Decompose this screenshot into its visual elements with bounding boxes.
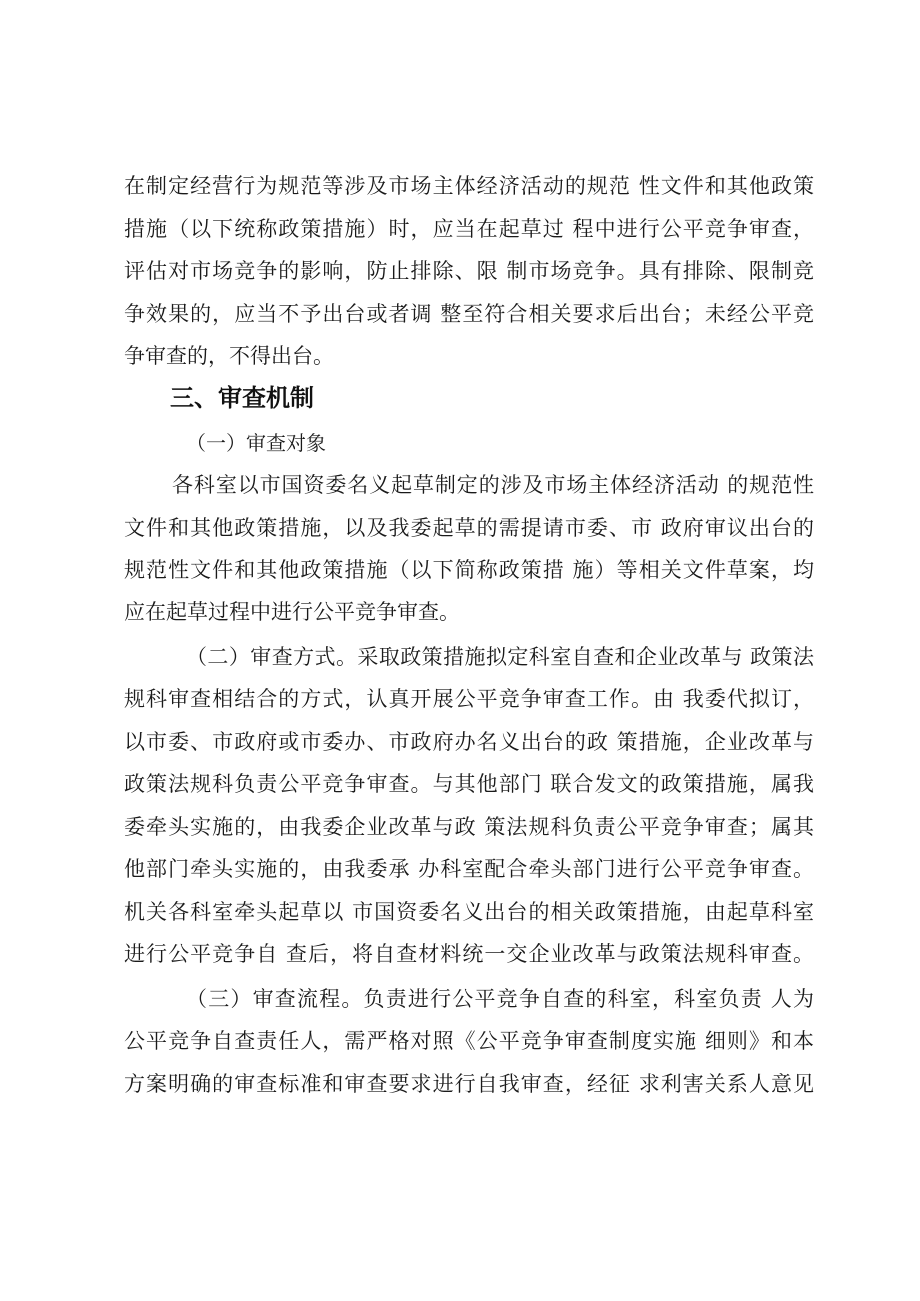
subsection-heading: （一）审查对象 [186, 431, 326, 455]
paragraph-line: 公平竞争自查责任人，需严格对照《公平竞争审查制度实施 细则》和本 [124, 1029, 814, 1053]
paragraph-line: （三）审查流程。负责进行公平竞争自查的科室，科室负责 人为 [186, 987, 814, 1011]
paragraph-line: 应在起草过程中进行公平竞争审查。 [124, 600, 460, 624]
paragraph-line: 在制定经营行为规范等涉及市场主体经济活动的规范 性文件和其他政策 [124, 174, 814, 198]
paragraph-line: 进行公平竞争自 查后，将自查材料统一交企业改革与政策法规科审查。 [124, 942, 814, 966]
paragraph-line: 评估对市场竞争的影响，防止排除、限 制市场竞争。具有排除、限制竞 [124, 259, 814, 283]
paragraph-line: 方案明确的审查标准和审查要求进行自我审查，经征 求利害关系人意见 [124, 1072, 814, 1096]
paragraph-line: 规科审查相结合的方式，认真开展公平竞争审查工作。由 我委代拟订， [124, 687, 814, 711]
paragraph-line: 争效果的，应当不予出台或者调 整至符合相关要求后出台；未经公平竞 [124, 302, 814, 326]
section-heading: 三、审查机制 [170, 384, 314, 412]
paragraph-line: 规范性文件和其他政策措施（以下简称政策措 施）等相关文件草案，均 [124, 558, 814, 582]
paragraph-line: 以市委、市政府或市委办、市政府办名义出台的政 策措施，企业改革与 [124, 730, 814, 754]
paragraph-line: 委牵头实施的，由我委企业改革与政 策法规科负责公平竞争审查；属其 [124, 815, 814, 839]
paragraph-line: 机关各科室牵头起草以 市国资委名义出台的相关政策措施，由起草科室 [124, 900, 814, 924]
paragraph-line: 政策法规科负责公平竞争审查。与其他部门 联合发文的政策措施，属我 [124, 772, 814, 796]
paragraph-line: （二）审查方式。采取政策措施拟定科室自查和企业改革与 政策法 [186, 645, 814, 669]
paragraph-line: 各科室以市国资委名义起草制定的涉及市场主体经济活动 的规范性 [172, 473, 814, 497]
paragraph-line: 文件和其他政策措施，以及我委起草的需提请市委、市 政府审议出台的 [124, 516, 814, 540]
paragraph-line: 措施（以下统称政策措施）时，应当在起草过 程中进行公平竞争审查， [124, 217, 814, 241]
paragraph-line: 争审查的，不得出台。 [124, 344, 334, 368]
paragraph-line: 他部门牵头实施的，由我委承 办科室配合牵头部门进行公平竞争审查。 [124, 857, 814, 881]
